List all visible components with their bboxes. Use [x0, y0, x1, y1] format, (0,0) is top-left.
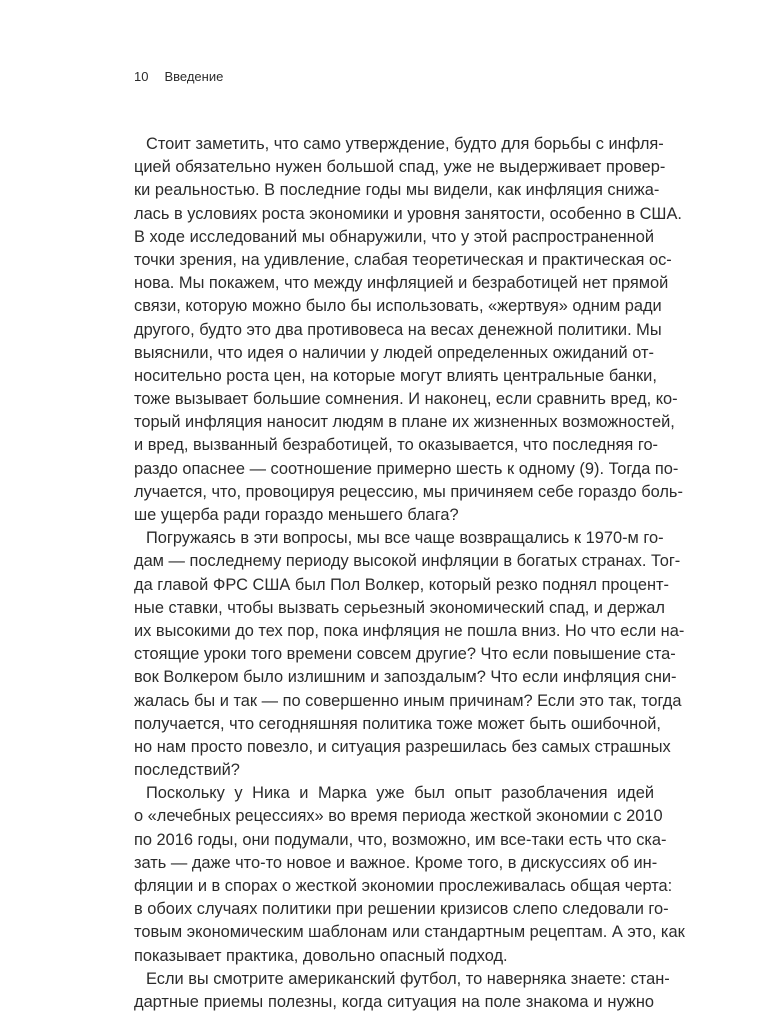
text-line: выяснили, что идея о наличии у людей определенных ожиданий от-	[134, 343, 654, 362]
body-text	[134, 133, 685, 1014]
text-line: Стоит заметить, что само утверждение, будто для борьбы с инфля-	[146, 135, 664, 153]
text-line: показывает практика, довольно опасный подход.	[134, 946, 508, 965]
text-line: фляции и в спорах о жесткой экономии прослеживалась общая черта:	[134, 877, 673, 895]
text-line: Поскольку у Ника и Марка уже был опыт разоблачения идей	[146, 784, 654, 803]
text-line: Если вы смотрите американский футбол, то наверняка знаете: стан-	[146, 969, 670, 988]
text-line: жалась бы и так — по совершенно иным причинам? Если это так, тогда	[134, 691, 682, 710]
text-line: ше ущерба ради гораздо меньшего блага?	[134, 506, 459, 524]
text-line: получается, что сегодняшняя политика тоже может быть ошибочной,	[134, 714, 661, 733]
page-number: 10	[134, 69, 149, 84]
text-line: связи, которую можно было бы использовать, «жертвуя» одним ради	[134, 297, 662, 316]
text-line: в обоих случаях политики при решении кризисов слепо следовали го-	[134, 900, 669, 919]
paragraph	[134, 527, 685, 782]
text-line: по 2016 годы, они подумали, что, возможно, им все-таки есть что ска-	[134, 830, 667, 849]
chapter-title: Введение	[164, 69, 224, 84]
text-line: лучается, что, провоцируя рецессию, мы причиняем себе гораздо боль-	[134, 482, 683, 501]
text-line: носительно роста цен, на которые могут влиять центральные банки,	[134, 366, 657, 385]
text-line: точки зрения, на удивление, слабая теоретическая и практическая ос-	[134, 250, 672, 269]
text-line: ные ставки, чтобы вызвать серьезный экономический спад, и держал	[134, 598, 665, 617]
text-line: их высокими до тех пор, пока инфляция не пошла вниз. Но что если на-	[134, 621, 685, 640]
text-line: зать — даже что-то новое и важное. Кроме того, в дискуссиях об ин-	[134, 853, 658, 872]
text-line: цией обязательно нужен большой спад, уже не выдерживает провер-	[134, 158, 666, 177]
running-header	[134, 69, 223, 85]
text-line: последствий?	[134, 761, 240, 780]
text-line: нова. Мы покажем, что между инфляцией и безработицей нет прямой	[134, 274, 669, 293]
text-line: ки реальностью. В последние годы мы видели, как инфляция снижа-	[134, 181, 660, 200]
text-line: раздо опаснее — соотношение примерно шесть к одному (9). Тогда по-	[134, 459, 679, 478]
text-line: В ходе исследований мы обнаружили, что у этой распространенной	[134, 227, 654, 246]
paragraph	[134, 968, 670, 1014]
text-line: о «лечебных рецессиях» во время периода жесткой экономии с 2010	[134, 807, 663, 826]
text-line: да главой ФРС США был Пол Волкер, который резко поднял процент-	[134, 575, 669, 594]
text-line: товым экономическим шаблонам или стандартным рецептам. А это, как	[134, 923, 685, 942]
text-line: торый инфляция наносит людям в плане их жизненных возможностей,	[134, 413, 675, 432]
text-line: дартные приемы полезны, когда ситуация на поле знакома и нужно	[134, 992, 654, 1011]
text-line: стоящие уроки того времени совсем другие? Что если повышение ста-	[134, 645, 676, 664]
text-line: и вред, вызванный безработицей, то оказывается, что последняя го-	[134, 436, 659, 455]
paragraph	[134, 782, 685, 968]
paragraph	[134, 133, 683, 527]
text-line: дам — последнему периоду высокой инфляции в богатых странах. Тог-	[134, 552, 681, 571]
text-line: лась в условиях роста экономики и уровня занятости, особенно в США.	[134, 204, 682, 223]
text-line: другого, будто это два противовеса на весах денежной политики. Мы	[134, 320, 662, 339]
text-line: тоже вызывает большие сомнения. И наконец, если сравнить вред, ко-	[134, 390, 678, 409]
text-line: вок Волкером было излишним и запоздалым? Что если инфляция сни-	[134, 668, 677, 687]
text-line: Погружаясь в эти вопросы, мы все чаще возвращались к 1970-м го-	[146, 529, 664, 548]
text-line: но нам просто повезло, и ситуация разрешилась без самых страшных	[134, 737, 671, 756]
